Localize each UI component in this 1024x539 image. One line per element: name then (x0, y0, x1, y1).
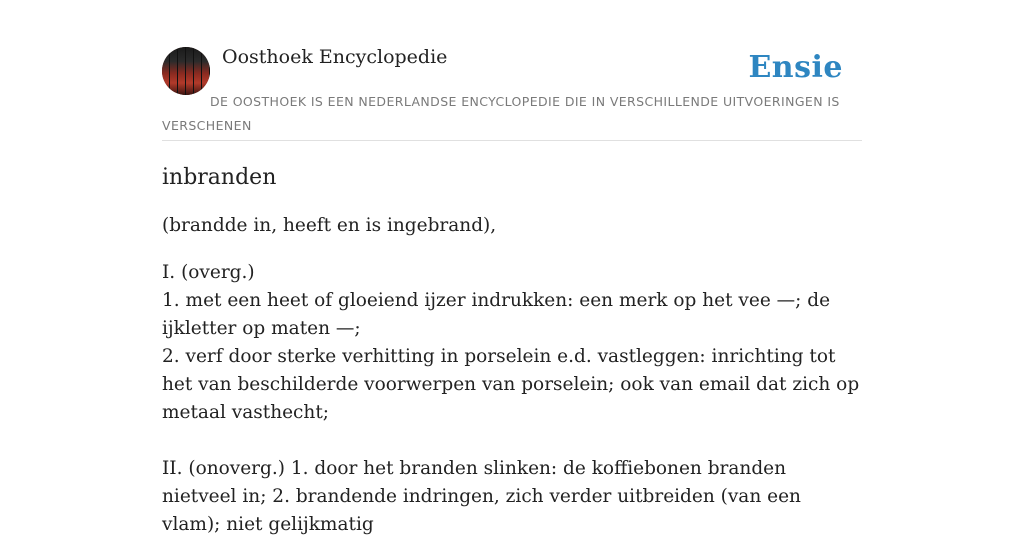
site-logo-avatar[interactable] (162, 47, 210, 95)
entry-content (162, 158, 862, 539)
intransitive-senses: II. (onoverg.) 1. door het branden slinken: de koffiebonen branden nietveel in; 2. brandende indringen, zich verder uitbreiden (van een vlam); niet gelijkmatig (162, 458, 801, 535)
sense-2: 2. verf door sterke verhitting in porselein e.d. vastleggen: inrichting tot het van beschilderde voorwerpen van porselein; ook van email dat zich op metaal vasthecht; (162, 346, 860, 423)
transitive-label: I. (overg.) (162, 262, 255, 283)
entry-grammar: (brandde in, heeft en is ingebrand), (162, 215, 497, 236)
site-title-link[interactable]: Oosthoek Encyclopedie (222, 46, 448, 68)
encyclopedia-books-icon (162, 47, 210, 95)
ensie-brand-link[interactable]: Ensie (748, 50, 843, 85)
entry-title: inbranden (162, 165, 277, 190)
site-tagline: DE OOSTHOEK IS EEN NEDERLANDSE ENCYCLOPEDIE DIE IN VERSCHILLENDE UITVOERINGEN IS VERSCHENEN (162, 94, 840, 133)
page-container (162, 0, 862, 535)
sense-1: 1. met een heet of gloeiend ijzer indrukken: een merk op het vee —; de ijkletter op maten —; (162, 290, 831, 339)
site-header (162, 0, 862, 141)
entry-senses (162, 259, 862, 539)
